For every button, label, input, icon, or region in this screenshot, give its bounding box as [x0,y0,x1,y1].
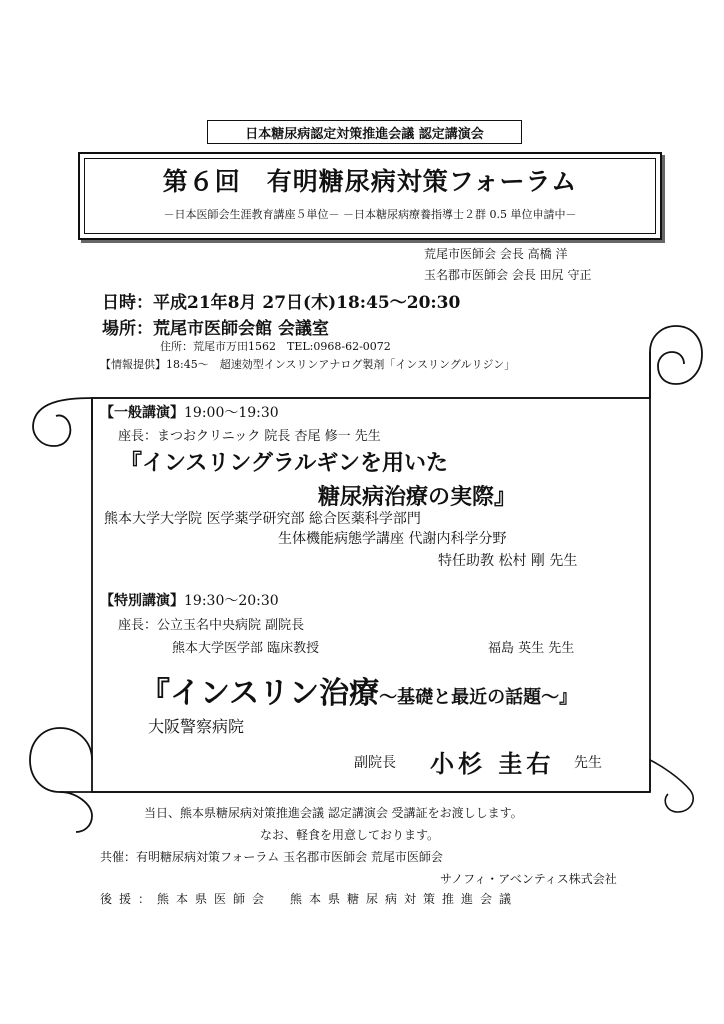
special-lecture-label: 【特別講演】 [100,593,184,609]
special-lecture-speaker-role: 副院長 [354,755,396,771]
event-info: 【情報提供】18:45～ 超速効型インスリンアナログ製剤「インスリングルリジン」 [100,358,516,371]
special-lecture-heading [100,590,279,610]
special-lecture-chair-1: 座長：公立玉名中央病院 副院長 [118,618,305,633]
top-label: 日本糖尿病認定対策推進会議 認定講演会 [207,120,522,144]
special-lecture-chair-name: 福島 英生 先生 [488,641,575,656]
special-lecture-affiliation: 大阪警察病院 [148,717,245,736]
general-lecture-title-1: 『インスリングラルギンを用いた [120,450,449,476]
special-lecture-time: 19:30～20:30 [184,593,279,609]
sponsor-company: サノフィ・アベンティス株式会社 [440,872,617,886]
general-lecture-speaker: 特任助教 松村 剛 先生 [438,553,578,569]
note-meal: なお、軽食を用意しております。 [260,828,440,842]
event-address: 住所：荒尾市万田1562 TEL:0968-62-0072 [160,340,391,353]
special-lecture-title [140,668,577,712]
general-lecture-label: 【一般講演】 [100,405,184,421]
organizer-2: 玉名郡市医師会 会長 田尻 守正 [424,268,592,282]
support: 後援：熊本県医師会 熊本県糖尿病対策推進会議 [100,892,519,906]
special-lecture-speaker-suffix: 先生 [574,755,602,771]
general-lecture-title-2: 糖尿病治療の実際』 [318,484,517,510]
event-place: 場所：荒尾市医師会館 会議室 [102,319,329,339]
general-lecture-time: 19:00～19:30 [184,405,279,421]
general-lecture-affiliation-1: 熊本大学大学院 医学薬学研究部 総合医薬科学部門 [104,511,421,527]
special-lecture-title-sub: ～基礎と最近の話題～』 [379,687,578,708]
special-lecture-speaker-name: 小杉 圭右 [430,749,555,778]
general-lecture-chair: 座長：まつおクリニック 院長 杏尾 修一 先生 [118,429,381,444]
general-lecture-heading [100,402,279,422]
special-lecture-chair-2: 熊本大学医学部 臨床教授 [172,641,320,656]
page-subtitle: －日本医師会生涯教育講座５単位－ －日本糖尿病療養指導士２群 0.5 単位申請中－ [163,208,577,221]
page-title: 第６回 有明糖尿病対策フォーラム [162,167,578,196]
event-date: 日時：平成21年8月 27日(木)18:45～20:30 [102,293,461,313]
special-lecture-title-main: 『インスリン治療 [140,676,380,711]
cosponsor: 共催：有明糖尿病対策フォーラム 玉名郡市医師会 荒尾市医師会 [100,850,443,864]
organizer-1: 荒尾市医師会 会長 高橋 洋 [424,247,568,261]
note-certificate: 当日、熊本県糖尿病対策推進会議 認定講演会 受講証をお渡しします。 [144,806,523,820]
general-lecture-affiliation-2: 生体機能病態学講座 代謝内科学分野 [278,531,507,547]
